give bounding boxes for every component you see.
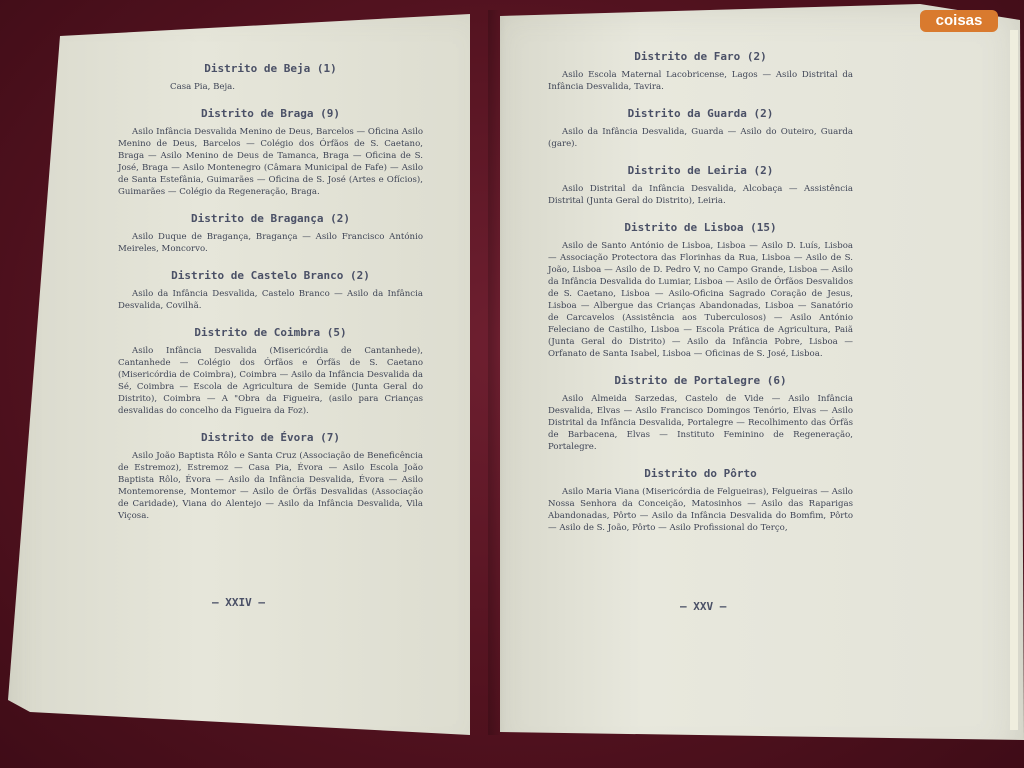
section-text: Asilo Infância Desvalida (Misericórdia de Cantanhede), Cantanhede — Colégio dos Órfãos e Órfãs de S. Caetano (Misericórdia de Coimbra), Coimbra — Asilo da Infância Desvalida da Sé, Coimbra — Escola de Agricultura de Semide (Junta Geral do Distrito), Coimbra — A "Obra da Figueira, (asilo para Crianças desvalidas do concelho da Figueira da Foz). — [118, 346, 423, 416]
section-heading: Distrito de Castelo Branco (2) — [171, 269, 370, 282]
section-heading: Distrito de Lisboa (15) — [624, 221, 777, 234]
right-page-content — [548, 48, 853, 534]
section-text: Asilo da Infância Desvalida, Castelo Branco — Asilo da Infância Desvalida, Covilhã. — [118, 289, 423, 311]
section-heading: Distrito de Bragança (2) — [191, 212, 350, 225]
section-heading: Distrito de Faro (2) — [634, 50, 767, 63]
book-gutter — [488, 10, 506, 735]
section-heading: Distrito de Beja (1) — [204, 62, 337, 75]
section-text: Asilo Distrital da Infância Desvalida, Alcobaça — Assistência Distrital (Junta Geral do Distrito), Leiria. — [548, 184, 853, 206]
section-text: Casa Pia, Beja. — [170, 82, 236, 92]
left-page-content — [118, 58, 423, 522]
section-text: Asilo Escola Maternal Lacobricense, Lagos — Asilo Distrital da Infância Desvalida, Tavira. — [548, 70, 853, 92]
right-page-number: — XXV — — [680, 600, 727, 613]
section-heading: Distrito de Coimbra (5) — [194, 326, 347, 339]
section-text: Asilo Almeida Sarzedas, Castelo de Vide — Asilo Infância Desvalida, Elvas — Asilo Francisco Domingos Tenório, Elvas — Asilo Distrital da Infância Desvalida, Portalegre — Recolhimento das Órfãs de Barbacena, Elvas — Instituto Feminino de Regeneração, Portalegre. — [548, 394, 853, 452]
section-text: Asilo da Infância Desvalida, Guarda — Asilo do Outeiro, Guarda (gare). — [548, 127, 853, 149]
coisas-watermark-logo: coisas — [920, 10, 998, 32]
left-page-number: — XXIV — — [212, 596, 265, 609]
section-heading: Distrito de Portalegre (6) — [614, 374, 787, 387]
section-heading: Distrito do Pôrto — [644, 467, 757, 480]
section-heading: Distrito de Leiria (2) — [627, 164, 774, 177]
section-heading: Distrito de Braga (9) — [200, 107, 341, 120]
section-text: Asilo de Santo António de Lisboa, Lisboa — Asilo D. Luís, Lisboa — Associação Protectora das Florinhas da Rua, Lisboa — Asilo de S. João, Lisboa — Asilo de D. Pedro V, no Campo Grande, Lisboa — Asilo da Infância Desvalida do Lumiar, Lisboa — Asilo de Órfãos Desvalidos de S. Caetano, Lisboa — Asilo-Oficina Sagrado Coração de Jesus, Lisboa — Albergue das Crianças Abandonadas, Lisboa — Sanatório de Carcavelos (Assistência aos Tuberculosos) — Asilo António Feleciano de Castilho, Lisboa — Escola Prática de Agricultura, Paiã (Junta Geral do Distrito) — Asilo da Infância Pobre, Lisboa — Orfanato de Santa Isabel, Lisboa — Oficinas de S. José, Lisboa. — [548, 241, 853, 359]
section-text: Asilo Duque de Bragança, Bragança — Asilo Francisco António Meireles, Moncorvo. — [118, 232, 423, 254]
section-text: Asilo Maria Viana (Misericórdia de Felgueiras), Felgueiras — Asilo Nossa Senhora da Conceição, Matosinhos — Asilo das Raparigas Abandonadas, Pôrto — Asilo da Infância Desvalida do Bomfim, Pôrto — Asilo de S. João, Pôrto — Asilo Profissional do Terço, — [548, 487, 853, 533]
page-edges — [1010, 30, 1018, 730]
section-text: Asilo João Baptista Rôlo e Santa Cruz (Associação de Beneficência de Estremoz), Estremoz — Casa Pia, Évora — Asilo Escola João Baptista Rôlo, Évora — Asilo da Infância Desvalida, Évora — Asilo Montemorense, Montemor — Asilo de Órfãs Desvalidas (Associação de Caridade), Viana do Alentejo — Asilo da Infância Desvalida, Vila Viçosa. — [118, 451, 423, 521]
section-heading: Distrito de Évora (7) — [200, 431, 341, 444]
section-text: Asilo Infância Desvalida Menino de Deus, Barcelos — Oficina Asilo Menino de Deus, Barcelos — Colégio dos Órfãos de S. Caetano, Braga — Asilo Menino de Deus de Tamanca, Braga — Oficina de S. José, Braga — Asilo Montenegro (Câmara Municipal de Fafe) — Asilo de Santa Estefânia, Guimarães — Oficina de S. José (Artes e Ofícios), Guimarães — Colégio da Regeneração, Braga. — [118, 127, 423, 197]
section-heading: Distrito da Guarda (2) — [627, 107, 774, 120]
